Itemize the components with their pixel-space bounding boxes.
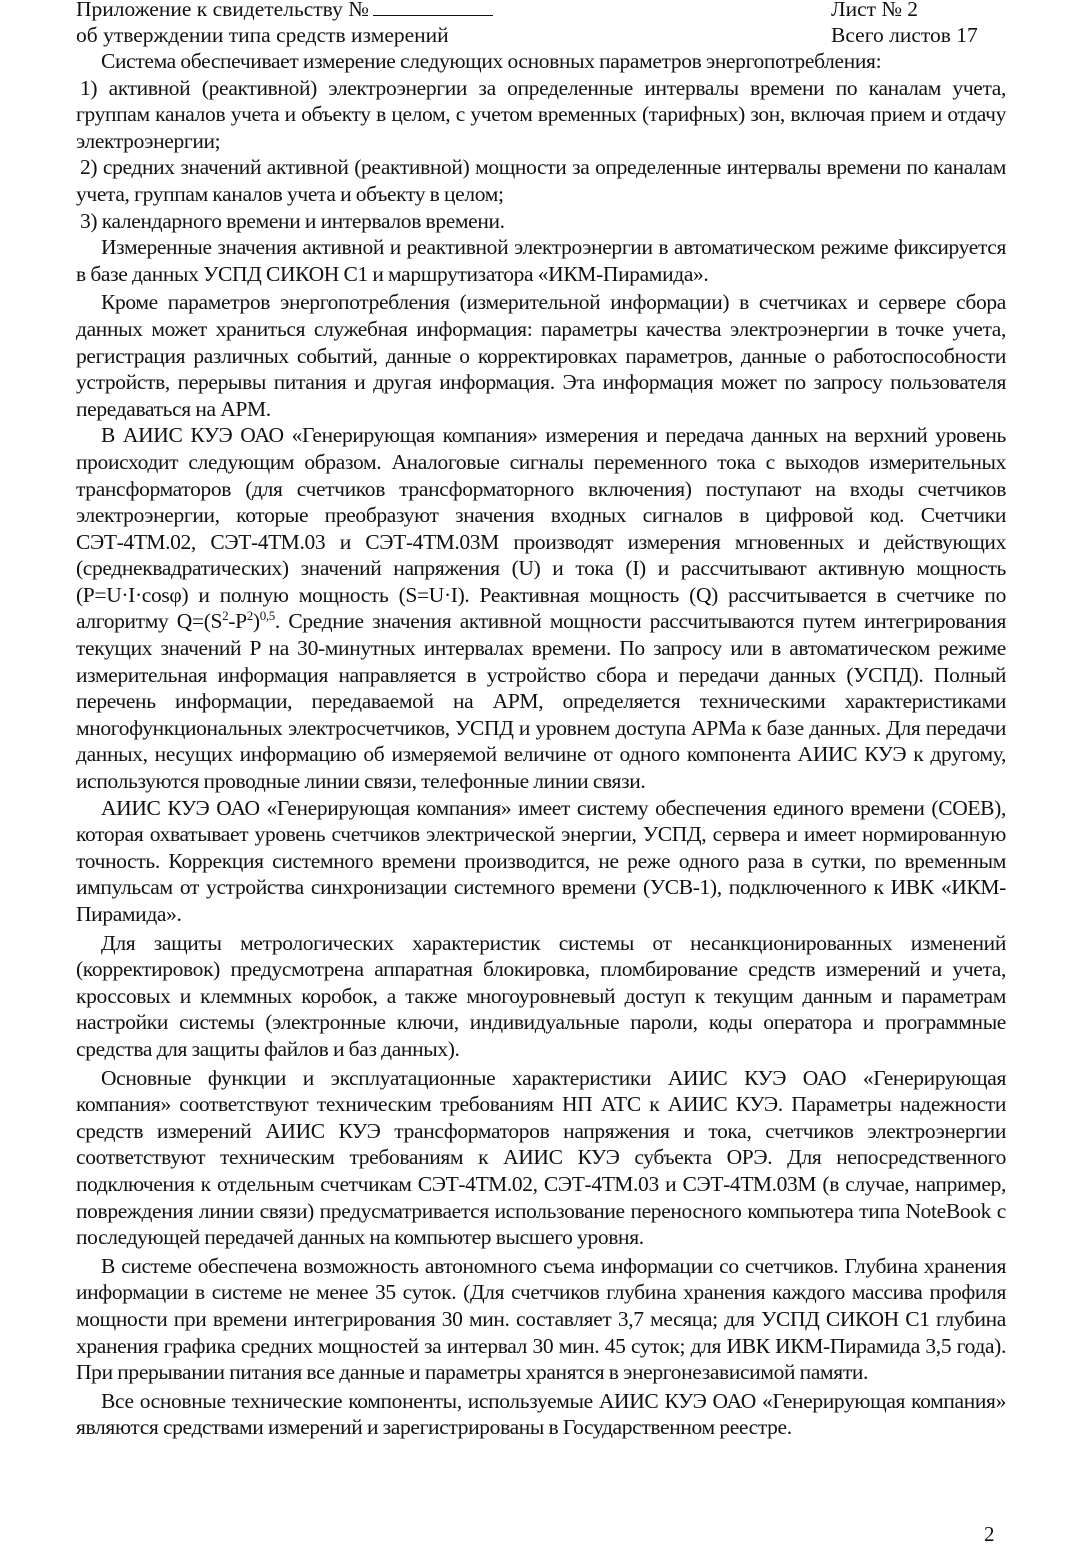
approval-subtitle: об утверждении типа средств измерений bbox=[76, 23, 449, 47]
paragraph-measured-values: Измеренные значения активной и реактивной электроэнергии в автоматическом режиме фиксируется в базе данных УСПД СИКОН С1 и маршрутизатора «ИКМ-Пирамида». bbox=[76, 235, 1006, 286]
paragraph-functions: Основные функции и эксплуатационные характеристики АИИС КУЭ ОАО «Генерирующая компания» соответствуют техническим требованиям НП АТС к АИИС КУЭ. Параметры надежности средств измерений АИИС КУЭ трансформаторов напряжения и тока, счетчиков электроэнергии соответствуют техническим требованиям к АИИС КУЭ субъекта ОРЭ. Для непосредственного подключения к отдельным счетчикам СЭТ-4ТМ.02, СЭТ-4ТМ.03 и СЭТ-4ТМ.03М (в случае, например, повреждения линии связи) предусматривается использование переносного компьютера типа NoteBook с последующей передачей данных на компьютер высшего уровня. bbox=[76, 1065, 1006, 1250]
total-sheets: Всего листов 17 bbox=[831, 23, 978, 47]
paragraph-data-transfer bbox=[76, 422, 1006, 794]
formula-mid: -P bbox=[228, 609, 247, 634]
transfer-text-a: В АИИС КУЭ ОАО «Генерирующая компания» измерения и передача данных на верхний уровень происходит следующим образом. Аналоговые сигналы переменного тока с выходов измерительных трансформаторов (для счетчиков трансформаторного включения) поступают на входы счетчиков электроэнергии, которые преобразуют значения входных сигналов в цифровой код. Счетчики СЭТ-4ТМ.02, СЭТ-4ТМ.03 и СЭТ-4ТМ.03М производят измерения мгновенных и действующих (среднеквадратических) значений напряжения (U) и тока (I) и рассчитывают активную мощность (P=U·I·cosφ) и полную мощность (S=U·I). Реактивная мощность (Q) рассчитывается в счетчике по алгоритму Q=(S bbox=[76, 423, 1006, 634]
list-item-1: 1) активной (реактивной) электроэнергии за определенные интервалы времени по каналам учета, группам каналов учета и объекту в целом, с учетом временных (тарифных) зон, включая прием и отдачу электроэнергии; bbox=[76, 75, 1006, 153]
paragraph-service-info: Кроме параметров энергопотребления (измерительной информации) в счетчиках и сервере сбора данных может храниться служебная информация: параметры качества электроэнергии в точке учета, регистрация различных событий, данные о корректировках параметров, данные о работоспособности устройств, перерывы питания и другая информация. Эта информация может по запросу пользователя передаваться на АРМ. bbox=[76, 290, 1006, 421]
certificate-number-blank bbox=[373, 0, 493, 16]
formula-sup-3: 0,5 bbox=[259, 608, 275, 624]
paragraph-protection: Для защиты метрологических характеристик системы от несанкционированных изменений (корректировок) предусмотрена аппаратная блокировка, пломбирование средств измерений и учета, кроссовых и клеммных коробок, а также многоуровневый доступ к текущим данным и параметрам настройки системы (электронные ключи, индивидуальные пароли, коды оператора и программные средства для защиты файлов и баз данных). bbox=[76, 930, 1006, 1061]
appendix-title: Приложение к свидетельству № bbox=[76, 0, 369, 21]
transfer-text-b: . Средние значения активной мощности рассчитываются путем интегрирования текущих значений P на 30-минутных интервалах времени. По запросу или в автоматическом режиме измерительная информация направляется в устройство сбора и передачи данных (УСПД). Полный перечень информации, передаваемой на АРМ, определяется техническими характеристиками многофункциональных электросчетчиков, УСПД и уровнем доступа АРМа к базе данных. Для передачи данных, несущих информацию об измеряемой величине от одного компонента АИИС КУЭ к другому, используются проводные линии связи, телефонные линии связи. bbox=[76, 609, 1006, 794]
header-row-1 bbox=[76, 0, 1006, 22]
intro-paragraph: Система обеспечивает измерение следующих основных параметров энергопотребления: bbox=[101, 49, 882, 73]
formula-sup-2: 2 bbox=[246, 608, 253, 624]
list-item-2: 2) средних значений активной (реактивной) мощности за определенные интервалы времени по каналам учета, группам каналов учета и объекту в целом; bbox=[76, 155, 1006, 206]
appendix-title-line bbox=[76, 0, 493, 22]
paragraph-registry: Все основные технические компоненты, используемые АИИС КУЭ ОАО «Генерирующая компания» являются средствами измерений и зарегистрированы в Государственном реестре. bbox=[76, 1388, 1006, 1440]
list-item-3: 3) календарного времени и интервалов времени. bbox=[80, 208, 505, 233]
formula-close: ) bbox=[252, 609, 260, 634]
header-row-2 bbox=[76, 22, 1006, 48]
document-page bbox=[76, 0, 1006, 1441]
sheet-number: Лист № 2 bbox=[831, 0, 919, 21]
paragraph-storage: В системе обеспечена возможность автономного съема информации со счетчиков. Глубина хранения информации в системе не менее 35 суток. (Для счетчиков глубина хранения каждого массива профиля мощности при времени интегрирования 30 мин. составляет 3,7 месяца; для УСПД СИКОН С1 глубина хранения графика средних мощностей за интервал 30 мин. 45 суток; для ИВК ИКМ-Пирамида 3,5 года). При прерывании питания все данные и параметры хранятся в энергонезависимой памяти. bbox=[76, 1253, 1006, 1385]
page-number: 2 bbox=[984, 1522, 995, 1546]
formula-sup-1: 2 bbox=[222, 608, 229, 624]
paragraph-time-system: АИИС КУЭ ОАО «Генерирующая компания» имеет систему обеспечения единого времени (СОЕВ), которая охватывает уровень счетчиков электрической энергии, УСПД, сервера и имеет нормированную точность. Коррекция системного времени производится, не реже одного раза в сутки, по временным импульсам от устройства синхронизации системного времени (УСВ-1), подключенного к ИВК «ИКМ-Пирамида». bbox=[76, 795, 1006, 926]
